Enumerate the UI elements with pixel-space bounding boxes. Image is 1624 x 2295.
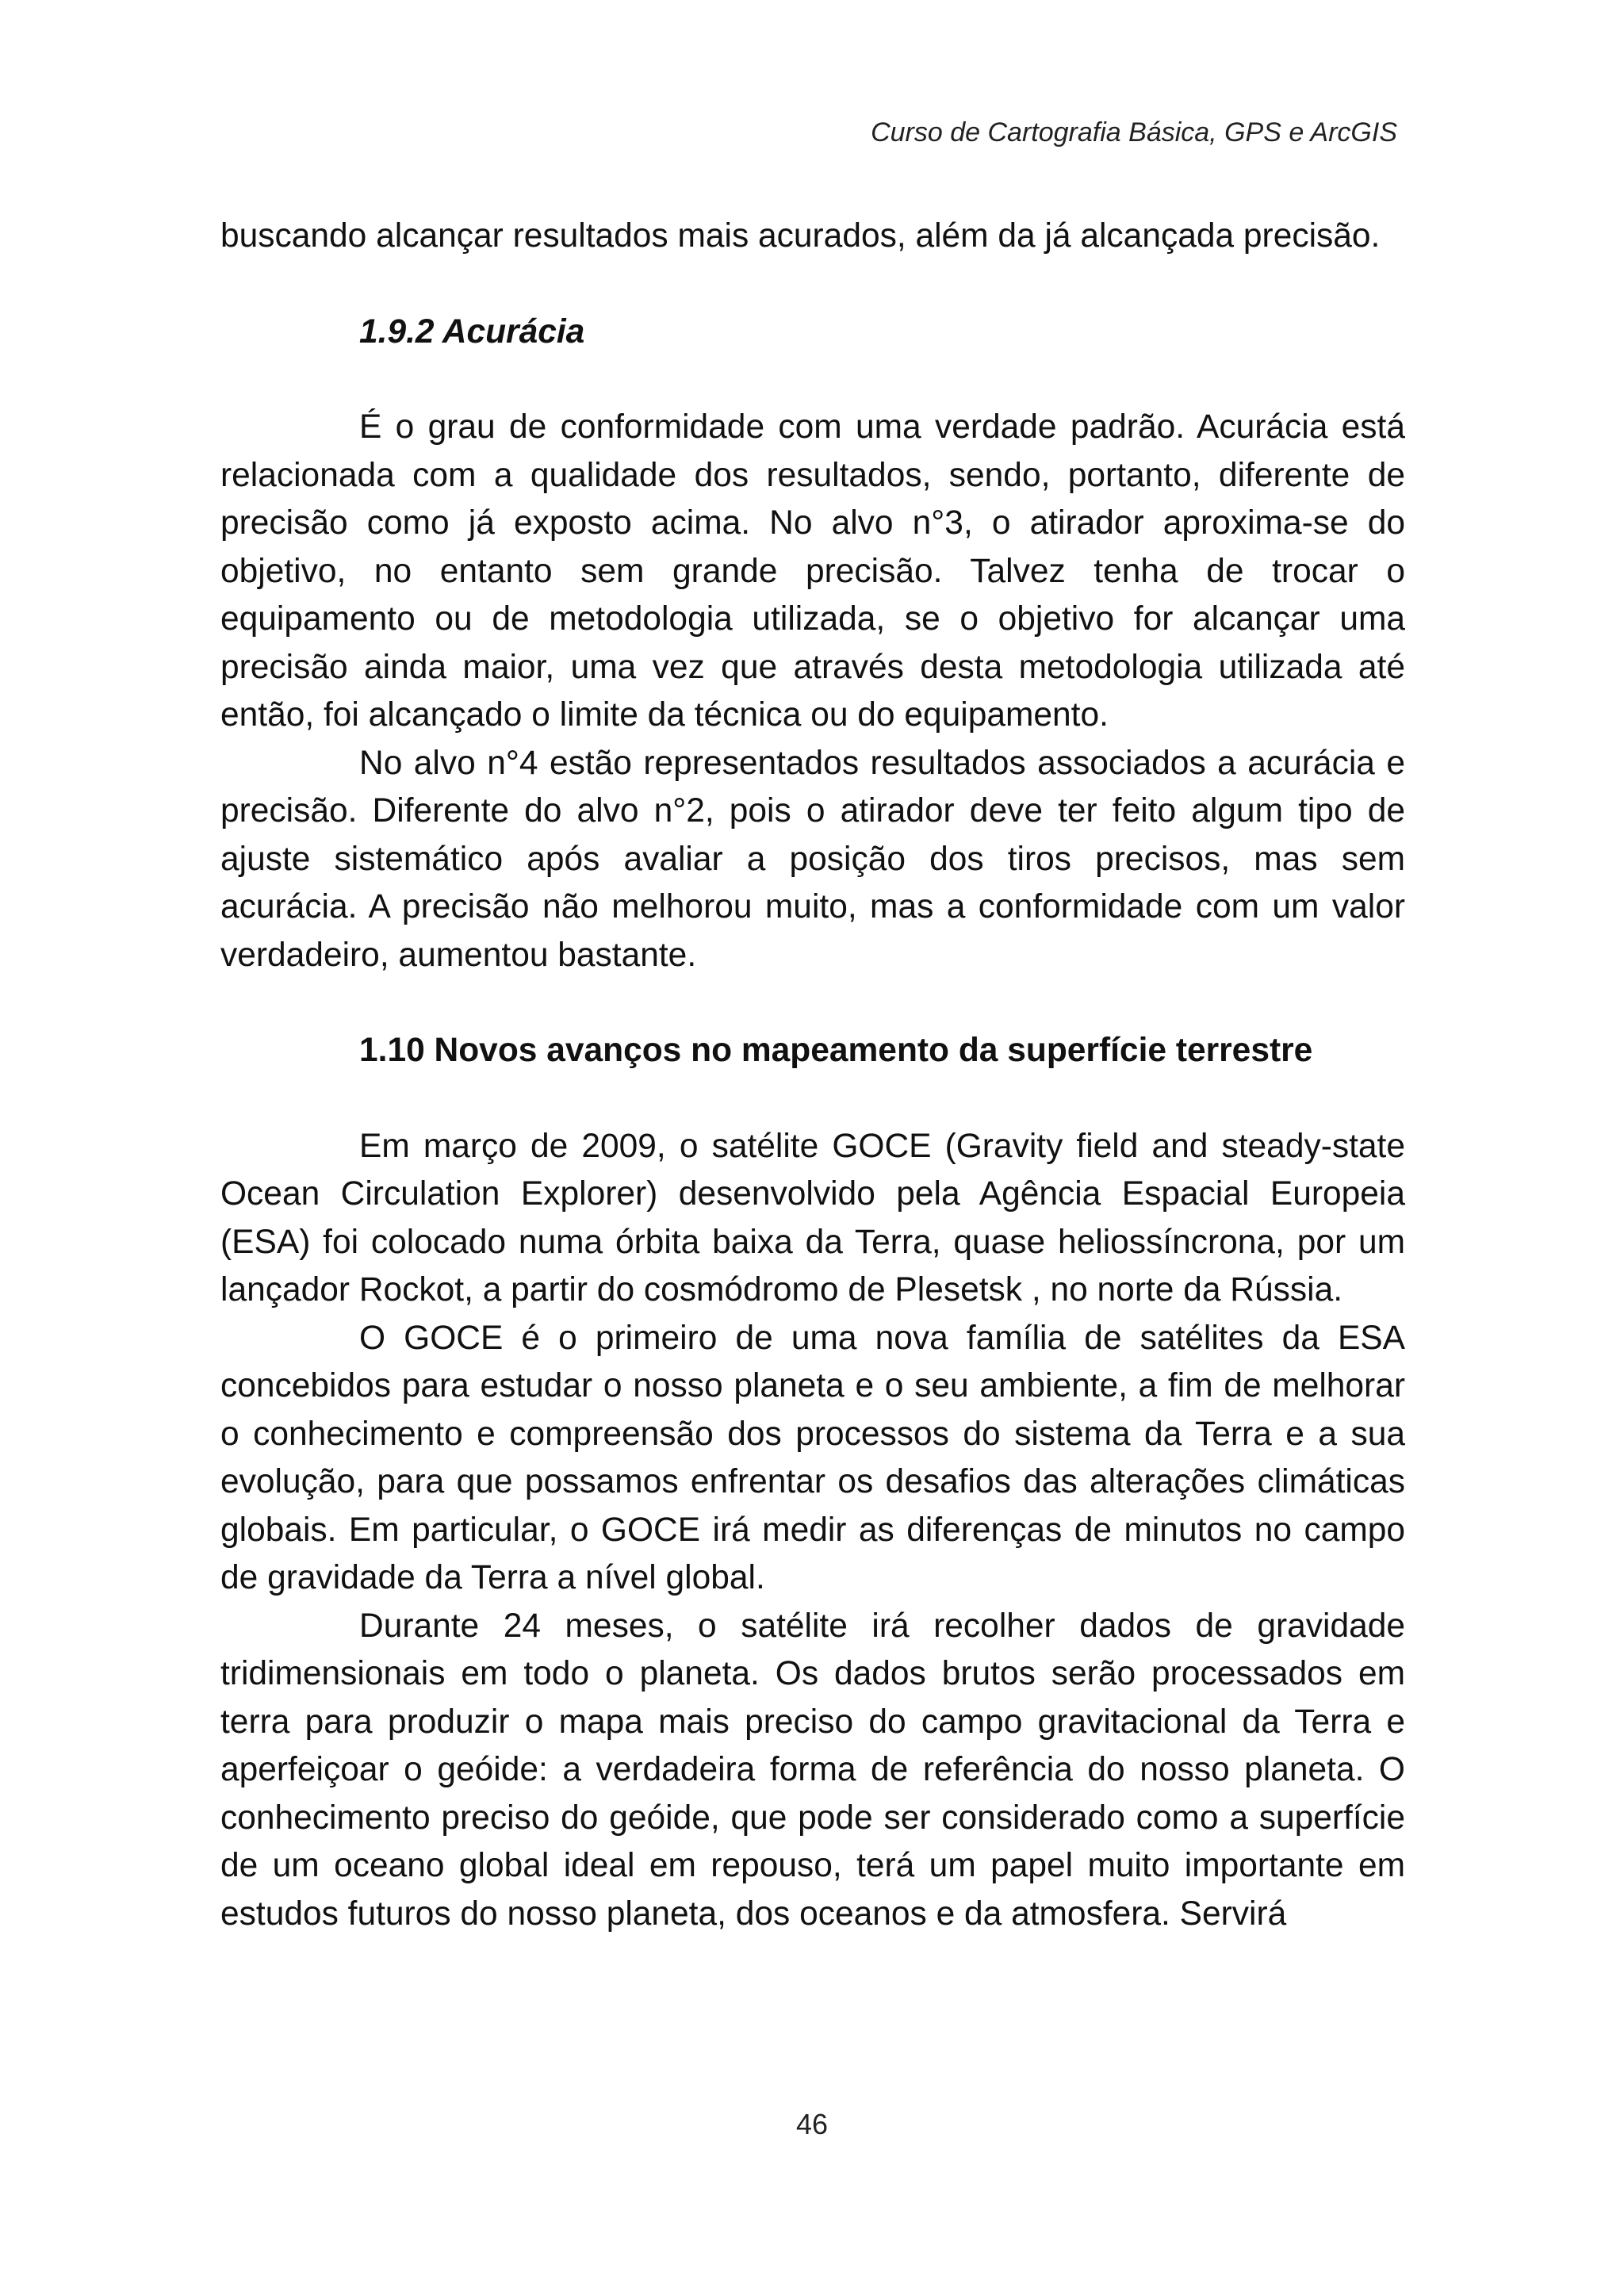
paragraph-goce-2: O GOCE é o primeiro de uma nova família de satélites da ESA concebidos para estudar o nosso planeta e o seu ambiente, a fim de melhorar o conhecimento e compreensão dos processos do sistema da Terra e a sua evolução, para que possamos enfrentar os desafios das alterações climáticas globais. Em particular, o GOCE irá medir as diferenças de minutos no campo de gravidade da Terra a nível global. [220, 1319, 1405, 1596]
running-header: Curso de Cartografia Básica, GPS e ArcGIS [871, 117, 1397, 148]
spacer [220, 261, 1405, 308]
paragraph-acuracia-2: No alvo n°4 estão representados resultados associados a acurácia e precisão. Diferente do alvo n°2, pois o atirador deve ter feito algum tipo de ajuste sistemático após avaliar a posição dos tiros precisos, mas sem acurácia. A precisão não melhorou muito, mas a conformidade com um valor verdadeiro, aumentou bastante. [220, 744, 1405, 974]
paragraph-continuation: buscando alcançar resultados mais acurados, além da já alcançada precisão. [220, 217, 1381, 255]
section-heading-novos-avancos: 1.10 Novos avanços no mapeamento da superfície terrestre [359, 1032, 1313, 1069]
section-heading-acuracia: 1.9.2 Acurácia [359, 312, 585, 351]
page-number: 46 [795, 2108, 829, 2140]
page-content [220, 213, 1405, 1938]
paragraph-goce-1: Em março de 2009, o satélite GOCE (Gravity field and steady-state Ocean Circulation Explorer) desenvolvido pela Agência Espacial Europeia (ESA) foi colocado numa órbita baixa da Terra, quase heliossíncrona, por um lançador Rockot, a partir do cosmódromo de Plesetsk , no norte da Rússia. [220, 1127, 1405, 1308]
paragraph-acuracia-1: É o grau de conformidade com uma verdade padrão. Acurácia está relacionada com a qualidade dos resultados, sendo, portanto, diferente de precisão como já exposto acima. No alvo n°3, o atirador aproxima-se do objetivo, no entanto sem grande precisão. Talvez tenha de trocar o equipamento ou de metodologia utilizada, se o objetivo for alcançar uma precisão ainda maior, uma vez que através desta metodologia utilizada até então, foi alcançado o limite da técnica ou do equipamento. [220, 408, 1405, 734]
spacer [220, 1075, 1405, 1123]
paragraph-goce-3: Durante 24 meses, o satélite irá recolher dados de gravidade tridimensionais em todo o planeta. Os dados brutos serão processados em terra para produzir o mapa mais preciso do campo gravitacional da Terra e aperfeiçoar o geóide: a verdadeira forma de referência do nosso planeta. O conhecimento preciso do geóide, que pode ser considerado como a superfície de um oceano global ideal em repouso, terá um papel muito importante em estudos futuros do nosso planeta, dos oceanos e da atmosfera. Servirá [220, 1607, 1405, 1933]
spacer [220, 356, 1405, 404]
spacer [220, 979, 1405, 1027]
